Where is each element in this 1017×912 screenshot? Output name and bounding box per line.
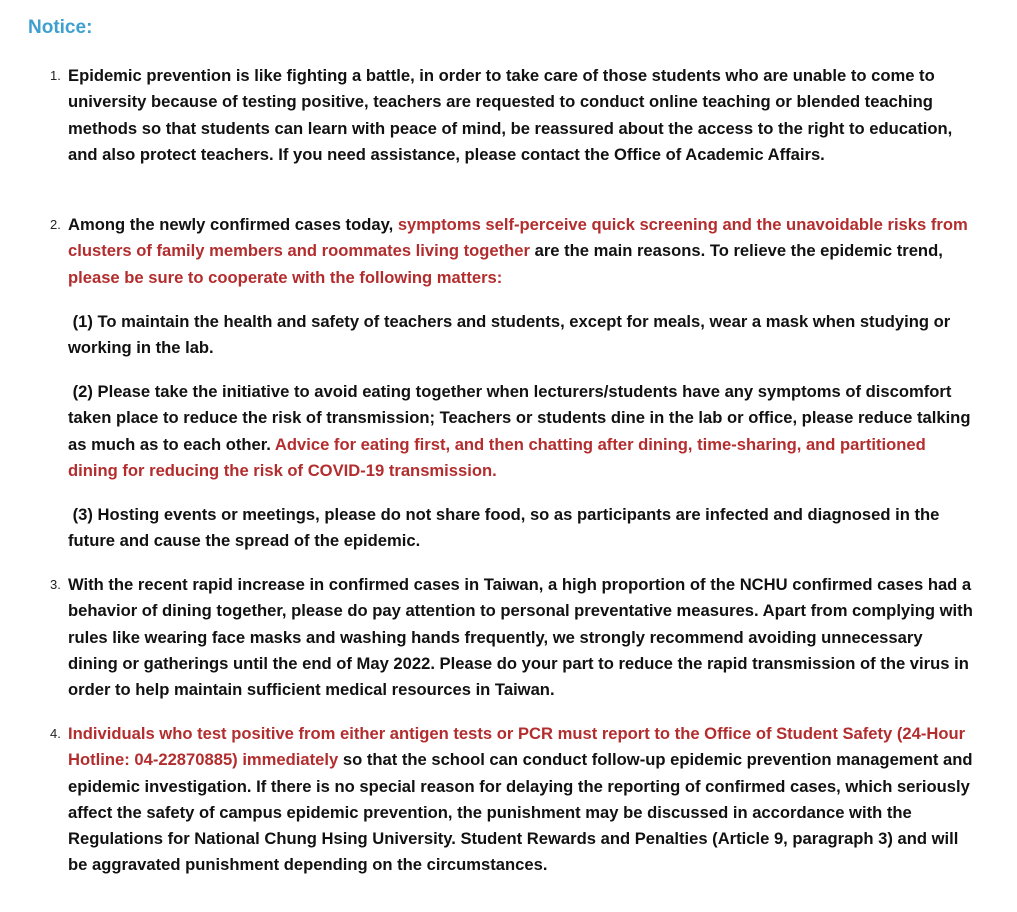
item-number: 1. bbox=[50, 68, 61, 83]
item-number: 4. bbox=[50, 726, 61, 741]
item-text-highlight: Individuals who test positive from either antigen tests or PCR must report to the Office of Student Safety (24-Hour Hotline: 04-22870885) immediately bbox=[68, 724, 966, 770]
item-text-highlight: symptoms self-perceive quick screening and the unavoidable risks from clusters of family members and roommates living together bbox=[68, 215, 968, 261]
item-text-segment: Among the newly confirmed cases today, bbox=[68, 215, 398, 234]
item-text-segment: (2) Please take the initiative to avoid eating together when lecturers/students have any symptoms of discomfort taken place to reduce the risk of transmission; Teachers or students dine in the lab or office, please reduce talking as much as to each other. bbox=[68, 382, 976, 454]
item-text-segment: are the main reasons. To relieve the epidemic trend, bbox=[529, 241, 943, 261]
notice-title: Notice: bbox=[28, 17, 93, 38]
item-text-highlight: please be sure to cooperate with the following matters: bbox=[68, 267, 503, 287]
sub-item-1: (1) To maintain the health and safety of teachers and students, except for meals, wear a mask when studying or working in the lab. bbox=[68, 312, 955, 358]
sub-item-3: (3) Hosting events or meetings, please do not share food, so as participants are infected and diagnosed in the future and cause the spread of the epidemic. bbox=[68, 505, 944, 551]
item-text-segment: so that the school can conduct follow-up epidemic prevention management and epidemic investigation. If there is no special reason for delaying the reporting of confirmed cases, which seriously affect the safety of campus epidemic prevention, the punishment may be discussed in accordance with the Regulations for National Chung Hsing University. Student Rewards and Penalties (Article 9, paragraph 3) and will be aggravated punishment depending on the circumstances. bbox=[68, 750, 973, 875]
item-text bbox=[68, 212, 973, 291]
item-number: 3. bbox=[50, 577, 61, 592]
item-number: 2. bbox=[50, 217, 61, 232]
item-text bbox=[68, 721, 973, 879]
item-text: Epidemic prevention is like fighting a battle, in order to take care of those students who are unable to come to university because of testing positive, teachers are requested to conduct online teaching or blended teaching methods so that students can learn with peace of mind, be reassured about the access to the right to education, and also protect teachers. If you need assistance, please contact the Office of Academic Affairs. bbox=[68, 66, 953, 164]
item-text-highlight: Advice for eating first, and then chatting after dining, time-sharing, and partitioned dining for reducing the risk of COVID-19 transmission. bbox=[68, 434, 931, 480]
sub-item-2 bbox=[68, 379, 976, 484]
item-text: With the recent rapid increase in confirmed cases in Taiwan, a high proportion of the NCHU confirmed cases had a behavior of dining together, please do pay attention to personal preventative measures. Apart from complying with rules like wearing face masks and washing hands frequently, we strongly recommend avoiding unnecessary dining or gatherings until the end of May 2022. Please do your part to reduce the rapid transmission of the virus in order to help maintain sufficient medical resources in Taiwan. bbox=[68, 575, 973, 700]
